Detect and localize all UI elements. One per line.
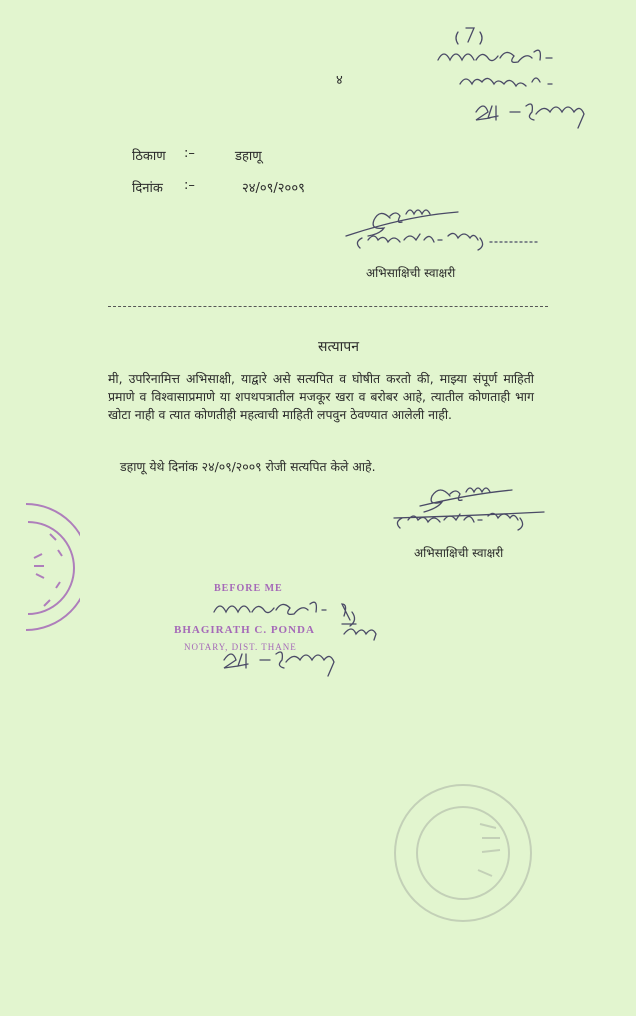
page-number: ४ (336, 73, 343, 88)
signature-caption-2: अभिसाक्षिची स्वाक्षरी (414, 546, 504, 560)
handwritten-annotation-top (430, 22, 620, 132)
place-value: डहाणू (235, 149, 262, 164)
notary-handwriting (204, 590, 404, 680)
notary-designation: NOTARY, DIST. THANE (184, 642, 297, 652)
date-value: २४/०९/२००९ (242, 181, 305, 196)
notary-before-me: BEFORE ME (214, 583, 283, 594)
section-divider (108, 306, 548, 307)
deponent-signature-2 (380, 476, 560, 540)
deponent-signature-1 (340, 196, 550, 260)
place-label: ठिकाण (132, 149, 166, 164)
date-label: दिनांक (132, 181, 163, 196)
faint-embossed-seal (388, 778, 538, 928)
place-separator: :– (184, 146, 195, 161)
date-separator: :– (184, 178, 195, 193)
signature-caption-1: अभिसाक्षिची स्वाक्षरी (366, 266, 456, 280)
verification-body: मी, उपरिनामित्त अभिसाक्षी, याद्वारे असे सत्यपित व घोषीत करतो की, माझ्या संपूर्ण माहिती प्रमाणे व विश्वासाप्रमाणे या शपथपत्रातील मजकूर खरा व बरोबर आहे, त्यातील कोणताही भाग खोटा नाही व त्यात कोणतीही महत्वाची माहिती लपवुन ठेवण्यात आलेली नाही. (108, 371, 534, 422)
verification-heading: सत्यापन (318, 339, 359, 355)
notary-name: BHAGIRATH C. PONDA (174, 624, 315, 636)
verification-place-date: डहाणू येथे दिनांक २४/०९/२००९ रोजी सत्यपित केले आहे. (120, 459, 376, 474)
rubber-stamp-seal-left (0, 500, 80, 640)
